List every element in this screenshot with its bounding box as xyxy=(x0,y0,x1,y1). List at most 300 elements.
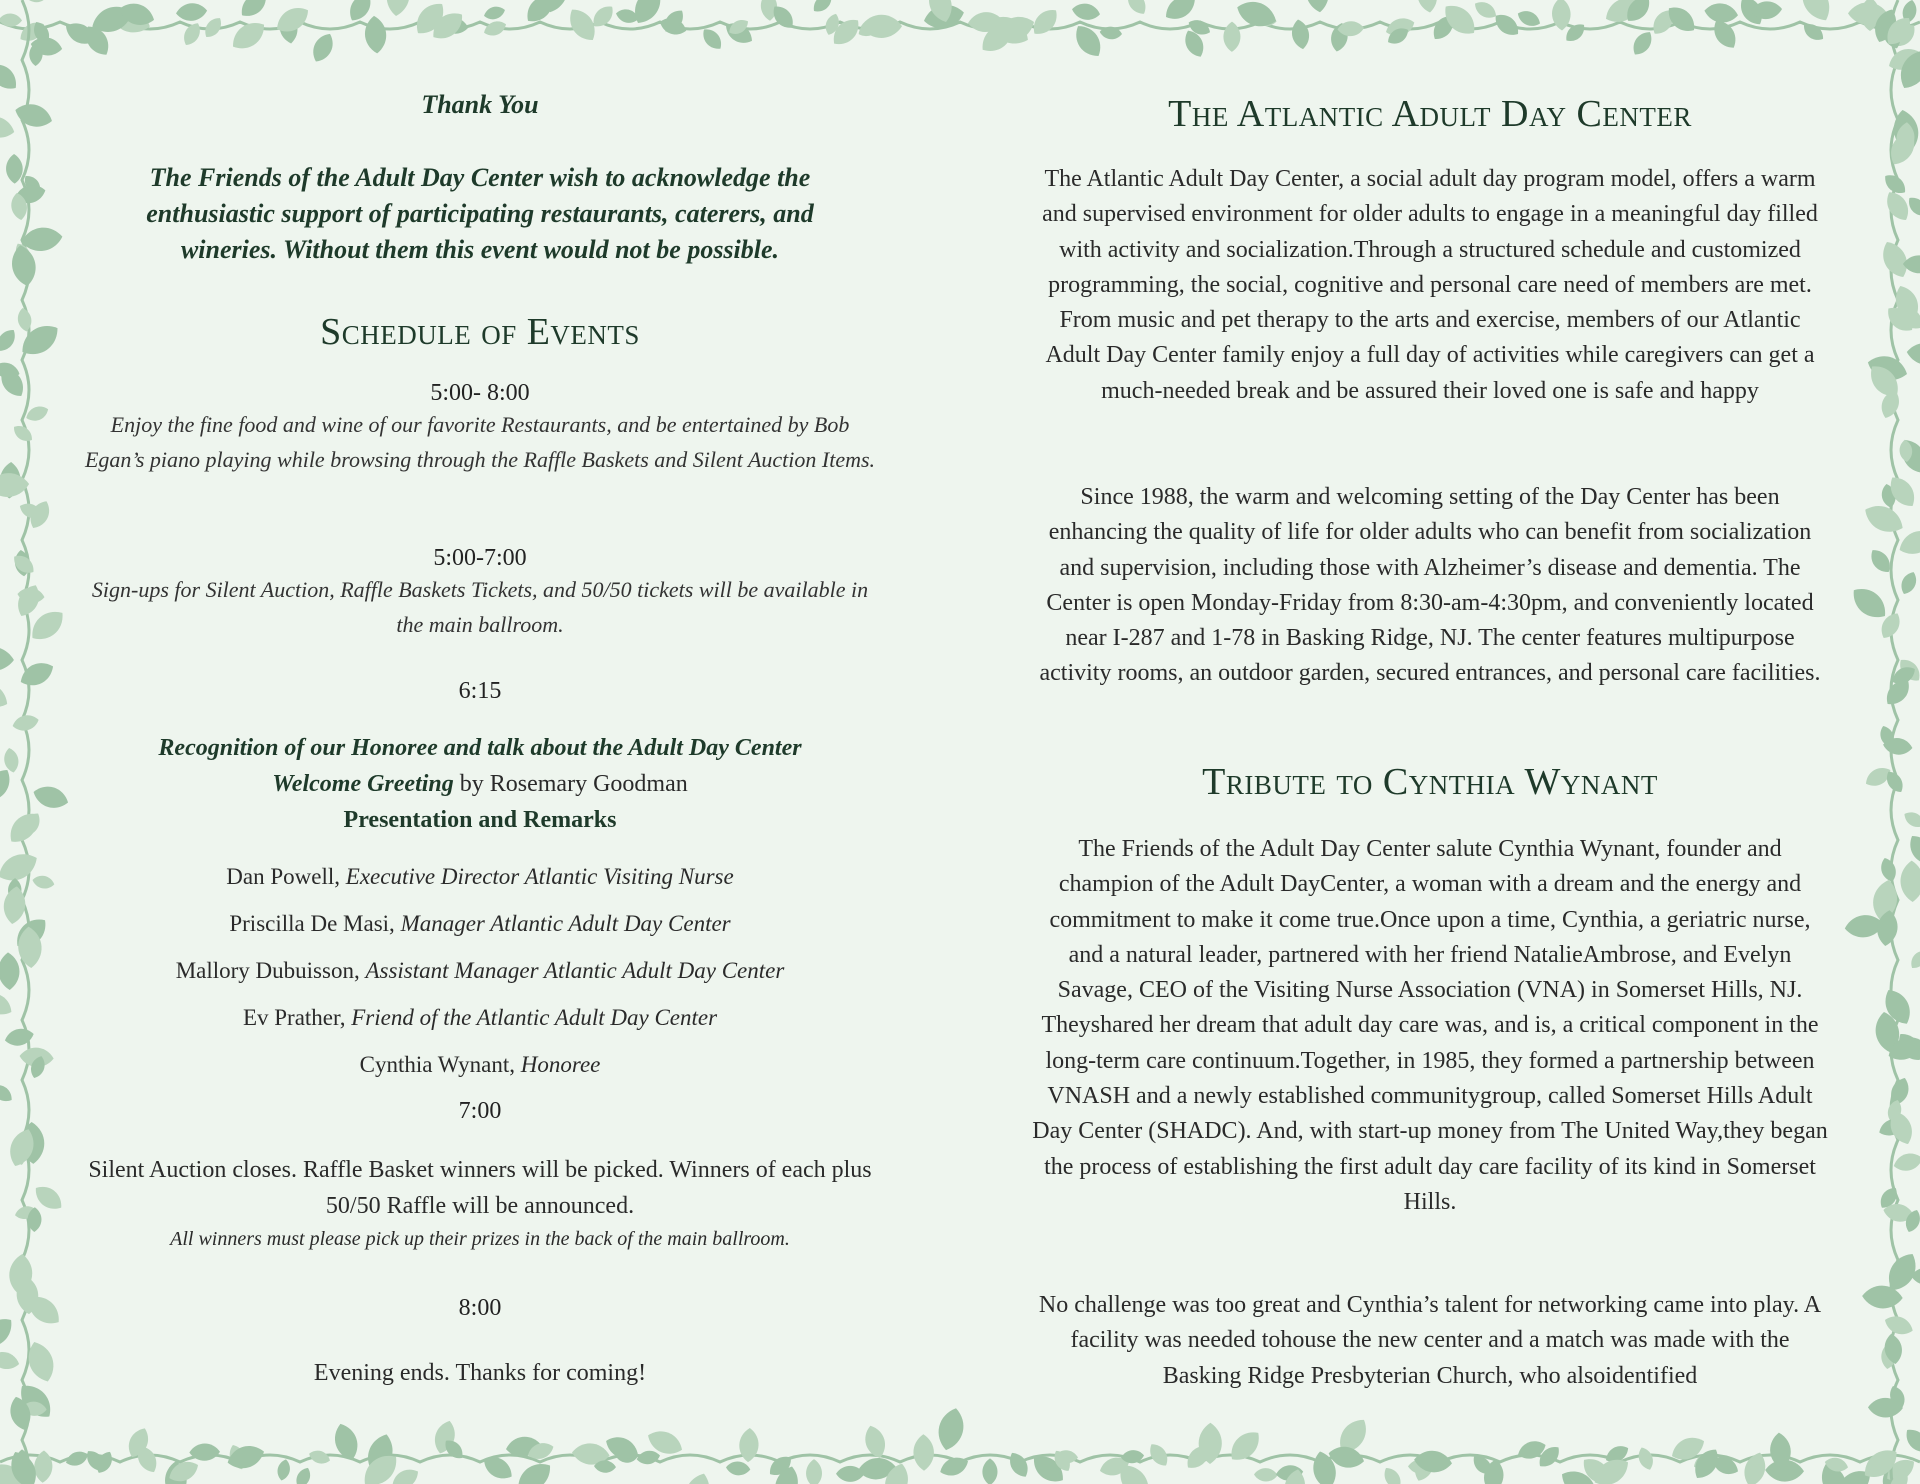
vine-leaf xyxy=(22,1290,65,1331)
vine-leaf xyxy=(1901,808,1920,831)
vine-leaf xyxy=(1889,20,1920,51)
vine-leaf xyxy=(1795,0,1836,26)
vine-leaf xyxy=(1905,193,1920,220)
vine-leaf xyxy=(1884,472,1920,512)
vine-leaf xyxy=(726,16,751,38)
vine-leaf xyxy=(1689,1444,1724,1483)
center-history-paragraph: Since 1988, the warm and welcoming setting of the Day Center has been enhancing the quality of life for older adults who can benefit from socialization and supervision, including those with Alzheimer’s disease and dementia. The Center is open Monday-Friday from 8:30-am-4:30pm, and conveniently located near I-287 and 1-78 in Basking Ridge, NJ. The center features multipurpose activity rooms, an outdoor garden, secured entrances, and personal care facilities. xyxy=(1039,484,1821,687)
vine-leaf xyxy=(385,0,412,17)
vine-leaf xyxy=(64,1448,91,1469)
vine-leaf xyxy=(1877,237,1913,281)
speakers-list xyxy=(80,862,880,1097)
vine-leaf xyxy=(1862,1285,1904,1310)
vine-leaf xyxy=(1882,736,1913,756)
vine-leaf xyxy=(828,14,865,51)
vine-leaf xyxy=(1233,0,1279,32)
vine-leaf xyxy=(21,1401,47,1417)
vine-leaf xyxy=(0,112,17,141)
vine-leaf xyxy=(1765,1459,1805,1482)
vine-leaf xyxy=(1691,1449,1720,1473)
vine-leaf xyxy=(1882,1312,1916,1338)
speaker-name: Cynthia Wynant, xyxy=(359,1052,521,1077)
vine-leaf xyxy=(1879,985,1916,1029)
speaker-role: Assistant Manager Atlantic Adult Day Center xyxy=(365,958,785,983)
vine-leaf xyxy=(539,0,572,15)
vine-leaf xyxy=(26,498,54,532)
vine-leaf xyxy=(441,1436,467,1462)
vine-leaf xyxy=(165,1461,187,1484)
vine-leaf xyxy=(1865,351,1911,385)
vine-leaf xyxy=(1181,27,1208,60)
vine-leaf xyxy=(771,1463,803,1484)
vine-leaf xyxy=(1290,18,1312,50)
vine-leaf xyxy=(760,0,778,21)
vine-leaf xyxy=(1898,569,1920,596)
vine-leaf xyxy=(1868,1397,1903,1417)
vine-leaf xyxy=(1050,1447,1074,1474)
vine-leaf xyxy=(20,225,64,253)
vine-leaf xyxy=(725,1460,751,1476)
vine-leaf xyxy=(24,403,51,424)
vine-leaf xyxy=(345,0,377,25)
vine-leaf xyxy=(1878,388,1903,421)
vine-leaf xyxy=(363,15,387,54)
vine-leaf xyxy=(13,182,47,207)
vine-leaf xyxy=(29,35,63,58)
vine-leaf xyxy=(644,1426,686,1459)
vine-leaf xyxy=(1844,913,1885,939)
vine-leaf xyxy=(1904,831,1920,870)
vine-leaf xyxy=(1735,0,1767,29)
speaker-role: Friend of the Atlantic Adult Day Center xyxy=(351,1005,718,1030)
vine-leaf xyxy=(13,1378,57,1424)
vine-leaf xyxy=(26,0,52,6)
vine-leaf xyxy=(934,1405,968,1452)
vine-leaf xyxy=(1469,1452,1496,1479)
vine-stem xyxy=(1891,0,1898,1484)
vine-leaf xyxy=(0,360,21,382)
vine-leaf xyxy=(227,16,270,55)
vine-leaf xyxy=(976,18,1019,58)
vine-leaf xyxy=(1515,7,1543,29)
schedule-time-8-00: 8:00 xyxy=(458,1295,502,1321)
schedule-time-6-15: 6:15 xyxy=(458,678,502,704)
vine-leaf xyxy=(3,1026,35,1049)
vine-leaf xyxy=(1876,1115,1907,1140)
vine-leaf xyxy=(431,1418,459,1456)
vine-leaf xyxy=(1880,1341,1899,1370)
vine-leaf xyxy=(1668,1432,1708,1465)
vine-leaf xyxy=(1878,856,1899,884)
vine-leaf xyxy=(922,1,967,32)
vine-leaf xyxy=(62,18,99,49)
vine-leaf xyxy=(1275,1464,1304,1482)
vine-leaf xyxy=(1881,675,1915,710)
vine-leaf xyxy=(1881,188,1913,225)
vine-leaf xyxy=(1415,0,1440,14)
speaker-row xyxy=(80,956,880,1003)
vine-leaf xyxy=(0,461,21,499)
vine-leaf xyxy=(1899,439,1914,462)
vine-leaf xyxy=(11,713,40,734)
vine-leaf xyxy=(1892,1150,1920,1174)
vine-leaf xyxy=(225,1441,267,1472)
vine-leaf xyxy=(201,14,225,41)
vine-leaf xyxy=(1882,1248,1920,1296)
vine-leaf xyxy=(28,1054,48,1080)
vine-leaf xyxy=(1769,1432,1793,1470)
vine-leaf xyxy=(1870,878,1900,923)
vine-leaf xyxy=(1535,1442,1564,1471)
speaker-row xyxy=(80,862,880,909)
vine-leaf xyxy=(10,551,38,577)
speaker-row xyxy=(80,1003,880,1050)
vine-leaf xyxy=(1428,11,1458,43)
speaker-name: Priscilla De Masi, xyxy=(229,911,401,936)
vine-leaf xyxy=(1635,1445,1656,1472)
vine-leaf xyxy=(823,12,842,37)
speaker-role: Executive Director Atlantic Visiting Nurse xyxy=(345,864,734,889)
welcome-greeting-line xyxy=(80,766,880,802)
vine-leaf xyxy=(12,100,55,132)
vine-leaf xyxy=(861,15,902,38)
vine-leaf xyxy=(660,6,688,36)
vine-leaf xyxy=(13,581,45,620)
vine-leaf xyxy=(1882,1465,1900,1484)
vine-leaf xyxy=(410,0,450,40)
vine-leaf xyxy=(765,1452,795,1480)
vine-leaf xyxy=(1816,1459,1853,1484)
vine-leaf xyxy=(16,657,57,691)
vine-leaf xyxy=(1098,1454,1132,1479)
vine-leaf xyxy=(10,422,35,445)
vine-leaf xyxy=(1877,609,1905,641)
vine-leaf xyxy=(17,809,45,840)
vine-leaf xyxy=(1893,1029,1920,1066)
vine-leaf xyxy=(1333,1414,1373,1459)
vine-leaf xyxy=(628,0,667,28)
vine-leaf xyxy=(13,549,31,577)
schedule-time: 5:00-7:00 xyxy=(433,545,527,571)
vine-leaf xyxy=(30,1181,66,1215)
vine-leaf xyxy=(967,11,1004,33)
vine-leaf xyxy=(1120,1449,1144,1464)
vine-leaf xyxy=(636,1449,661,1466)
vine-leaf xyxy=(0,1458,31,1484)
vine-leaf xyxy=(1070,20,1107,61)
vine-leaf xyxy=(1870,6,1901,46)
vine-leaf xyxy=(236,0,272,22)
vine-leaf xyxy=(31,874,55,891)
tribute-continuation-paragraph: No challenge was too great and Cynthia’s talent for networking came into play. A facility was needed tohouse the new center and a match was made with the Basking Ridge Presbyterian Church, who alsoidentified xyxy=(1038,1292,1822,1389)
schedule-block-1 xyxy=(80,380,880,477)
vine-leaf xyxy=(571,1442,610,1466)
vine-leaf xyxy=(769,2,798,33)
vine-leaf xyxy=(1911,1267,1920,1285)
vine-leaf xyxy=(17,500,44,522)
vine-leaf xyxy=(1896,435,1920,477)
vine-leaf xyxy=(83,1447,109,1475)
vine-leaf xyxy=(1831,1464,1876,1484)
vine-leaf xyxy=(1800,20,1827,44)
vine-leaf xyxy=(1740,1450,1769,1484)
vine-leaf xyxy=(1876,1184,1901,1211)
vine-leaf xyxy=(308,30,338,66)
vine-leaf xyxy=(15,1449,29,1474)
vine-leaf xyxy=(1864,360,1905,403)
vine-leaf xyxy=(133,1442,161,1476)
vine-leaf xyxy=(277,11,300,45)
vine-leaf xyxy=(1145,1440,1172,1469)
vine-leaf xyxy=(1750,0,1783,20)
vine-leaf xyxy=(1895,655,1920,686)
vine-leaf xyxy=(1872,1010,1902,1055)
schedule-time: 5:00- 8:00 xyxy=(430,380,530,406)
vine-leaf xyxy=(982,1458,997,1484)
vine-leaf xyxy=(0,1312,18,1354)
vine-leaf xyxy=(2,885,28,925)
vine-leaf xyxy=(1847,581,1893,624)
vine-leaf xyxy=(1858,1443,1903,1484)
vine-leaf xyxy=(810,0,836,16)
vine-leaf xyxy=(31,782,71,812)
vine-leaf xyxy=(482,18,509,39)
schedule-block-2 xyxy=(80,545,880,642)
vine-leaf xyxy=(330,1421,362,1464)
vine-leaf xyxy=(7,1394,35,1432)
auction-close-block xyxy=(80,1152,880,1254)
vine-leaf xyxy=(699,25,726,53)
vine-leaf xyxy=(0,988,16,1021)
vine-leaf xyxy=(1383,15,1417,40)
vine-leaf xyxy=(189,1443,220,1461)
vine-leaf xyxy=(1161,0,1201,25)
vine-leaf xyxy=(1223,22,1240,52)
vine-leaf xyxy=(1551,0,1571,31)
vine-leaf xyxy=(1329,21,1350,53)
vine-leaf xyxy=(806,1459,822,1484)
vine-leaf xyxy=(861,1423,889,1461)
recognition-block xyxy=(80,730,880,838)
vine-leaf xyxy=(1885,44,1920,75)
vine-leaf xyxy=(20,1122,45,1165)
speaker-name: Mallory Dubuisson, xyxy=(175,958,366,983)
vine-leaf xyxy=(1895,121,1916,154)
vine-leaf xyxy=(722,18,757,48)
vine-leaf xyxy=(1881,170,1910,197)
vine-leaf xyxy=(1907,947,1920,972)
vine-leaf xyxy=(0,677,12,714)
center-description-paragraph: The Atlantic Adult Day Center, a social adult day program model, offers a warm and supervised environment for older adults to engage in a meaningful day filled with activity and socialization.Through a structured schedule and customized programming, the social, cognitive and personal care need of members are met. From music and pet therapy to the arts and exercise, members of our Atlantic Adult Day Center family enjoy a full day of activities while caregivers can get a much-needed break and be assured their loved one is safe and happy xyxy=(1042,166,1818,404)
vine-leaf xyxy=(913,1434,934,1471)
vine-leaf xyxy=(1877,724,1897,749)
vine-leaf xyxy=(614,7,640,25)
vine-leaf xyxy=(1860,499,1908,538)
vine-leaf xyxy=(1879,19,1904,51)
vine-leaf xyxy=(8,1253,34,1295)
vine-leaf xyxy=(1028,1450,1069,1484)
vine-leaf xyxy=(0,952,20,991)
vine-leaf xyxy=(175,2,208,22)
vine-leaf xyxy=(0,472,30,498)
vine-leaf xyxy=(1882,1454,1918,1484)
vine-leaf xyxy=(21,172,45,197)
vine-leaf xyxy=(0,645,15,672)
vine-leaf xyxy=(1601,0,1644,28)
vine-leaf xyxy=(1894,45,1920,94)
vine-leaf xyxy=(924,0,956,25)
vine-leaf xyxy=(1123,0,1150,18)
vine-leaf xyxy=(6,154,23,184)
vine-leaf xyxy=(1254,1468,1278,1482)
schedule-heading: Schedule of Events xyxy=(320,311,640,353)
vine-leaf xyxy=(1866,546,1894,577)
vine-leaf xyxy=(1885,1108,1917,1148)
vine-leaf xyxy=(0,847,42,887)
vine-leaf xyxy=(27,1207,41,1232)
vine-leaf xyxy=(1410,1449,1438,1484)
vine-leaf xyxy=(1186,16,1213,38)
vine-leaf xyxy=(1885,127,1920,169)
vine-leaf xyxy=(363,1431,398,1478)
vine-leaf xyxy=(388,1464,422,1484)
vine-leaf xyxy=(1708,16,1741,53)
vine-leaf xyxy=(34,1450,54,1483)
vine-leaf xyxy=(1860,0,1879,31)
vine-leaf xyxy=(521,0,559,28)
center-heading: The Atlantic Adult Day Center xyxy=(1168,93,1692,135)
vine-leaf xyxy=(307,1448,332,1466)
vine-leaf xyxy=(9,243,39,288)
vine-leaf xyxy=(16,18,48,46)
vine-leaf xyxy=(1903,255,1920,274)
vine-leaf xyxy=(0,326,20,355)
vine-leaf xyxy=(17,926,43,969)
vine-leaf xyxy=(1380,1464,1405,1484)
vine-leaf xyxy=(1884,1032,1920,1066)
vine-leaf xyxy=(992,11,1038,46)
vine-leaf xyxy=(1882,302,1918,337)
vine-leaf xyxy=(0,1349,21,1372)
vine-leaf xyxy=(1253,11,1278,28)
vine-leaf xyxy=(9,192,29,222)
vine-leaf xyxy=(1556,1465,1601,1484)
vine-leaf xyxy=(1578,1453,1616,1484)
vine-leaf xyxy=(0,58,22,94)
vine-leaf xyxy=(1309,1449,1339,1484)
vine-leaf xyxy=(1892,301,1920,334)
vine-leaf xyxy=(8,878,22,902)
vine-leaf xyxy=(106,2,153,37)
speaker-row xyxy=(80,1050,880,1097)
vine-leaf xyxy=(88,1,136,38)
vine-leaf xyxy=(1900,0,1918,25)
vine-leaf xyxy=(1703,1,1739,25)
vine-leaf xyxy=(1054,1449,1078,1464)
vine-leaf xyxy=(1471,0,1499,22)
schedule-description: Enjoy the fine food and wine of our favorite Restaurants, and be entertained by Bob Egan’s piano playing while browsing through the Raffle Baskets and Silent Auction Items. xyxy=(84,412,876,472)
vine-leaf xyxy=(10,912,52,953)
vine-leaf xyxy=(19,1046,54,1068)
vine-leaf xyxy=(1629,28,1657,59)
vine-leaf xyxy=(1862,763,1894,790)
schedule-description: Sign-ups for Silent Auction, Raffle Baskets Tickets, and 50/50 tickets will be available in the main ballroom. xyxy=(91,577,869,637)
vine-leaf xyxy=(1282,1468,1308,1484)
vine-leaf xyxy=(505,1435,542,1459)
auction-close-text: Silent Auction closes. Raffle Basket winners will be picked. Winners of each plus 50/50 Raffle will be announced. xyxy=(88,1157,872,1219)
vine-leaf xyxy=(526,1440,556,1463)
vine-leaf xyxy=(589,2,618,32)
vine-leaf xyxy=(1882,1201,1916,1224)
vine-leaf xyxy=(80,21,114,60)
vine-leaf xyxy=(1663,1,1700,37)
vine-leaf xyxy=(1906,341,1920,366)
vine-leaf xyxy=(1885,1098,1904,1124)
speaker-role: Manager Atlantic Adult Day Center xyxy=(400,911,731,936)
vine-leaf xyxy=(357,1448,403,1484)
vine-leaf xyxy=(16,318,65,362)
recognition-title: Recognition of our Honoree and talk about the Adult Day Center xyxy=(158,735,802,761)
vine-leaf xyxy=(1005,1449,1032,1481)
vine-leaf xyxy=(16,307,33,333)
vine-leaf xyxy=(594,1460,617,1473)
vine-leaf xyxy=(1071,1,1102,22)
vine-leaf xyxy=(855,17,883,40)
vine-leaf xyxy=(0,764,16,806)
vine-leaf xyxy=(1515,1437,1548,1462)
vine-leaf xyxy=(1891,108,1920,154)
vine-leaf xyxy=(1648,5,1678,38)
vine-leaf xyxy=(0,1470,13,1484)
vine-leaf xyxy=(1385,24,1412,48)
vine-leaf xyxy=(1881,12,1916,49)
vine-leaf xyxy=(1099,26,1122,41)
vine-leaf xyxy=(1491,9,1524,40)
schedule-time-7-00: 7:00 xyxy=(458,1098,502,1124)
vine-leaf xyxy=(293,1465,314,1484)
vine-leaf xyxy=(1589,1453,1634,1484)
vine-leaf xyxy=(836,1466,865,1482)
vine-leaf xyxy=(1113,1458,1156,1484)
vine-leaf xyxy=(479,1451,517,1484)
vine-leaf xyxy=(5,1126,39,1170)
vine-leaf xyxy=(12,241,34,267)
vine-leaf xyxy=(1482,1458,1506,1484)
vine-leaf xyxy=(17,586,46,604)
vine-leaf xyxy=(1887,1075,1912,1108)
vine-leaf xyxy=(1709,1453,1741,1479)
vine-leaf xyxy=(563,4,601,46)
vine-stem xyxy=(0,22,1920,29)
speaker-role: Honoree xyxy=(520,1052,601,1077)
vine-leaf xyxy=(25,605,69,647)
speaker-name: Ev Prather, xyxy=(242,1005,352,1030)
vine-leaf xyxy=(1225,1425,1266,1466)
vine-leaf xyxy=(1891,282,1920,324)
vine-leaf xyxy=(1903,1208,1920,1235)
vine-leaf xyxy=(1303,0,1331,14)
vine-leaf xyxy=(124,1425,153,1461)
vine-leaf xyxy=(1883,768,1907,796)
vine-leaf xyxy=(93,1449,116,1476)
vine-leaf xyxy=(602,1432,642,1464)
vine-leaf xyxy=(985,10,1034,51)
vine-leaf xyxy=(738,1427,759,1462)
vine-leaf xyxy=(5,1447,42,1484)
vine-leaf xyxy=(1900,860,1920,902)
vine-leaf xyxy=(2,747,20,774)
vine-leaf xyxy=(14,1204,38,1221)
